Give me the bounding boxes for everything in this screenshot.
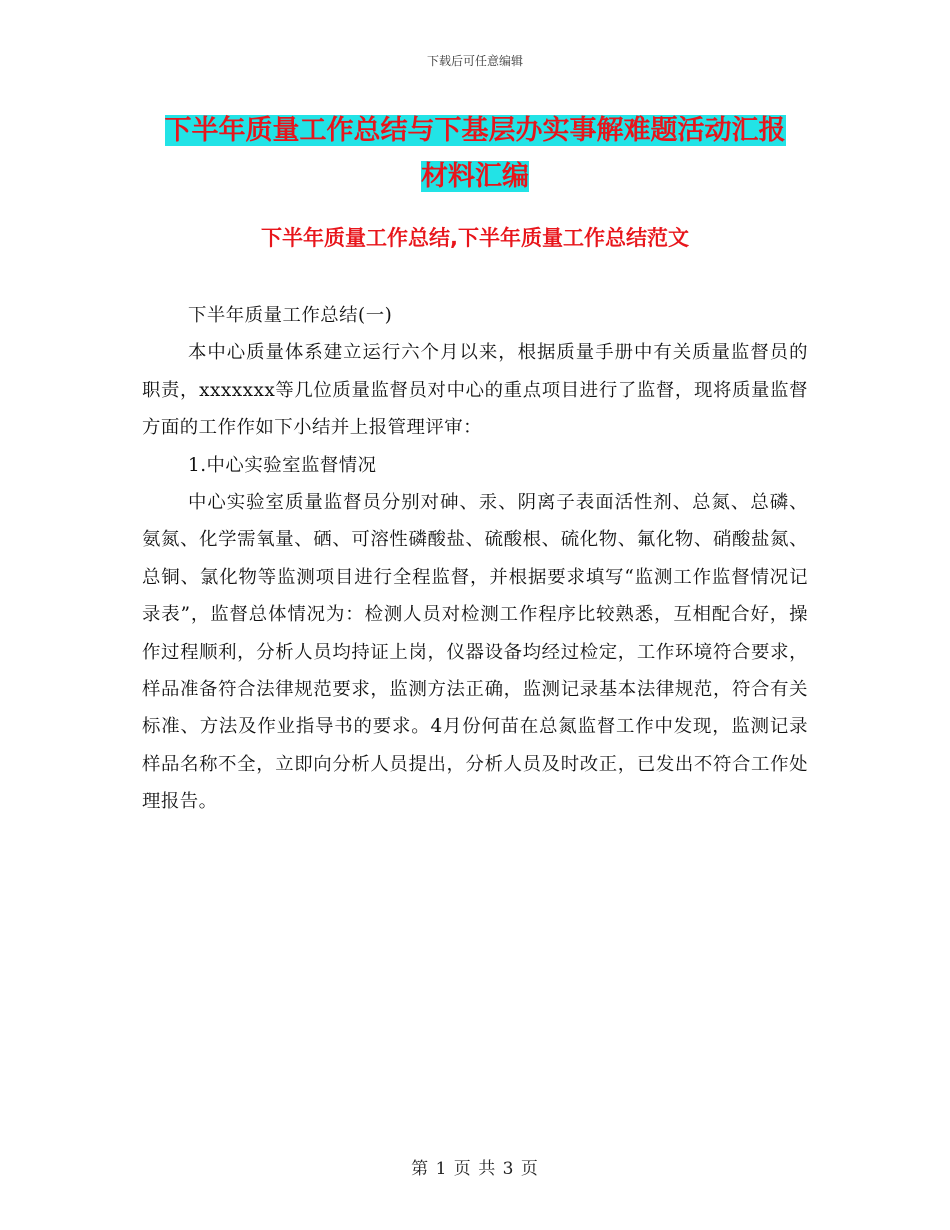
document-title-line-1: 下半年质量工作总结与下基层办实事解难题活动汇报 [164,115,786,146]
page-number: 第 1 页 共 3 页 [411,1159,539,1179]
page-header-note: 下载后可任意编辑 [426,54,523,68]
document-body [142,297,808,821]
document-title-line-2: 材料汇编 [421,161,529,192]
paragraph: 本中心质量体系建立运行六个月以来，根据质量手册中有关质量监督员的职责，xxxxxxx等几位质量监督员对中心的重点项目进行了监督，现将质量监督方面的工作作如下小结并上报管理评审： [142,342,808,439]
section-heading: 下半年质量工作总结(一) [188,305,393,326]
paragraph: 中心实验室质量监督员分别对砷、汞、阴离子表面活性剂、总氮、总磷、氨氮、化学需氧量、硒、可溶性磷酸盐、硫酸根、硫化物、氟化物、硝酸盐氮、总铜、氯化物等监测项目进行全程监督，并根据要求填写“监测工作监督情况记录表”，监督总体情况为：检测人员对检测工作程序比较熟悉，互相配合好，操作过程顺利，分析人员均持证上岗，仪器设备均经过检定，工作环境符合要求，样品准备符合法律规范要求，监测方法正确，监测记录基本法律规范，符合有关标准、方法及作业指导书的要求。4月份何苗在总氮监督工作中发现，监测记录样品名称不全，立即向分析人员提出，分析人员及时改正，已发出不符合工作处理报告。 [142,492,808,813]
document-title [140,108,810,200]
subsection-heading: 1.中心实验室监督情况 [188,454,377,476]
document-subtitle: 下半年质量工作总结,下半年质量工作总结范文 [261,226,689,250]
